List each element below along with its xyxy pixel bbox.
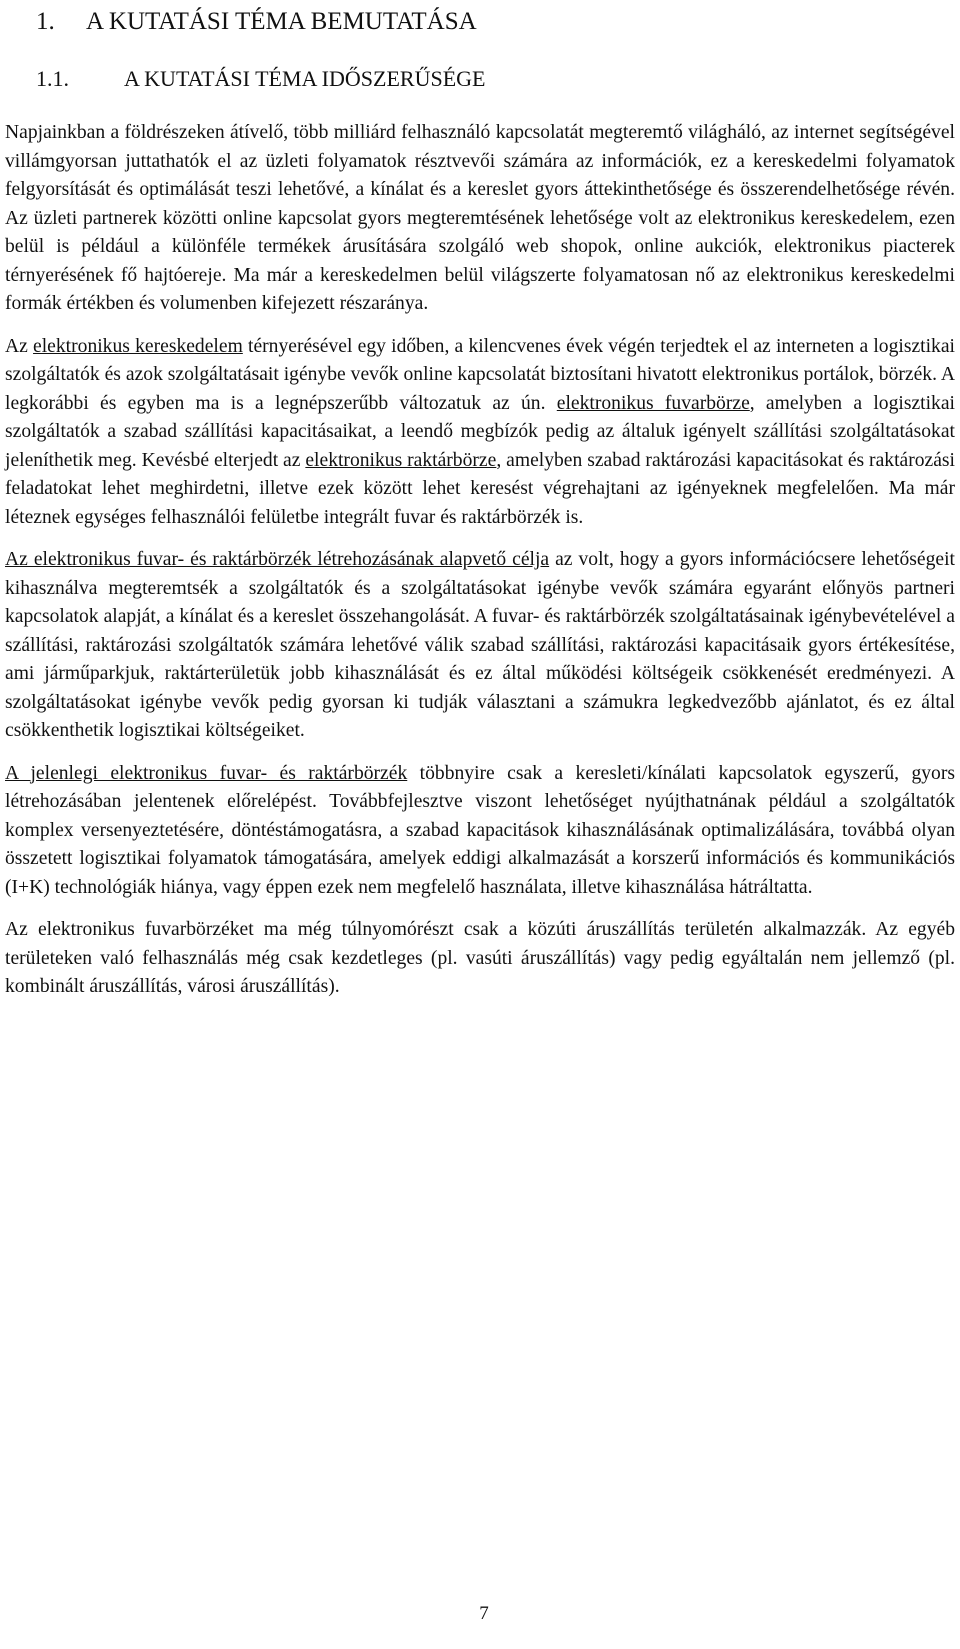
paragraph-2-text-c: , amelyben a logisztikai szolgáltatók a szabad szállítási kapacitásaikat, a leendő megbízók pedig az általuk igényelt szállítási szolgáltatásokat jeleníthetik meg. Kevésbé elterjedt az: [5, 392, 955, 471]
paragraph-1-text: Napjainkban a földrészeken átívelő, több milliárd felhasználó kapcsolatát megteremtő világháló, az internet segítségével villámgyorsan juttathatók el az üzleti folyamatok résztvevői számára az információk, ez a kereskedelmi folyamatok felgyorsítását és optimálását teszi lehetővé, a kínálat és a kereslet gyors áttekinthetősége és összerendelhetősége révén. Az üzleti partnerek közötti online kapcsolat gyors megteremtésének lehetősége volt az elektronikus kereskedelem, ezen belül is például a különféle termékek árusítására szolgáló web shopok, online aukciók, elektronikus piacterek térnyerésének fő hajtóereje. Ma már a kereskedelmen belül világszerte folyamatosan nő az elektronikus kereskedelmi formák értékben és volumenben kifejezett részaránya.: [5, 122, 955, 314]
paragraph-4: [5, 760, 955, 903]
section-number: 1.1.: [36, 66, 69, 91]
paragraph-5: [5, 916, 955, 1002]
paragraph-3-text: az volt, hogy a gyors információcsere lehetőségeit kihasználva megteremtsék a szolgáltatók és a szolgáltatásokat igénybe vevők számára egyaránt előnyös partneri kapcsolatok alapját, a kínálat és a kereslet összehangolását. A fuvar- és raktárbörzék szolgáltatásainak igénybevételével a szállítási, raktározási szolgáltatók számára lehetővé válik szabad szállítási, raktározási kapacitásaik gyors értékesítése, ami járműparkjuk, raktárterületük jobb kihasználását és ez által működési költségeik csökkenését eredményezi. A szolgáltatásokat igénybe vevők pedig gyorsan ki tudják választani a számukra legkedvezőbb ajánlatot, és ez által csökkenthetik logisztikai költségeiket.: [5, 549, 955, 741]
paragraph-4-text: többnyire csak a keresleti/kínálati kapcsolatok egyszerű, gyors létrehozásában jelentenek előrelépést. Továbbfejlesztve viszont lehetőséget nyújthatnának például a szolgáltatók komplex versenyeztetésére, döntéstámogatásra, a szabad kapacitások kihasználásának optimalizálására, továbbá olyan összetett logisztikai folyamatok támogatására, amelyek eddigi alkalmazását a korszerű információs és kommunikációs (I+K) technológiák hiánya, vagy éppen ezek nem megfelelő használata, illetve kihasználása hátráltatta.: [5, 762, 955, 898]
section-title: A KUTATÁSI TÉMA IDŐSZERŰSÉGE: [124, 66, 486, 91]
paragraph-2-text-b: térnyerésével egy időben, a kilencvenes évek végén terjedtek el az interneten a logisztikai szolgáltatók és azok szolgáltatásait igénybe vevők online kapcsolatát biztosítani hivatott elektronikus portálok, börzék. A legkorábbi és egyben ma is a legnépszerűbb változatuk az ún.: [5, 335, 955, 414]
page-number: 7: [479, 1603, 489, 1624]
underlined-phrase-current-exchanges: A jelenlegi elektronikus fuvar- és raktárbörzék: [5, 762, 408, 784]
underlined-phrase-basic-goal: Az elektronikus fuvar- és raktárbörzék létrehozásának alapvető célja: [5, 549, 550, 570]
section-heading: [36, 63, 485, 95]
paragraph-1: [5, 119, 955, 319]
paragraph-5-text: Az elektronikus fuvarbörzéket ma még túlnyomórészt csak a közúti áruszállítás területén alkalmazzák. Az egyéb területeken való felhasználás még csak kezdetleges (pl. vasúti áruszállítás) vagy pedig egyáltalán nem jellemző (pl. kombinált áruszállítás, városi áruszállítás).: [5, 919, 955, 997]
paragraph-2-text-d: , amelyben szabad raktározási kapacitásokat és raktározási feladatokat lehet meghirdetni, illetve ezek között lehet keresést végrehajtani az igényeknek megfelelően. Ma már léteznek egységes felhasználói felületbe integrált fuvar és raktárbörzék is.: [5, 449, 955, 528]
chapter-title: A KUTATÁSI TÉMA BEMUTATÁSA: [86, 8, 477, 35]
paragraph-3: [5, 546, 955, 746]
underlined-term-freight-exchange: elektronikus fuvarbörze: [556, 392, 750, 414]
chapter-number: 1.: [36, 8, 55, 35]
chapter-heading: [36, 4, 477, 40]
underlined-term-e-commerce: elektronikus kereskedelem: [33, 335, 243, 357]
underlined-term-warehouse-exchange: elektronikus raktárbörze: [305, 449, 497, 471]
paragraph-2-text-a: Az: [5, 335, 34, 357]
paragraph-2: [5, 333, 955, 533]
body-text: [5, 119, 955, 1016]
